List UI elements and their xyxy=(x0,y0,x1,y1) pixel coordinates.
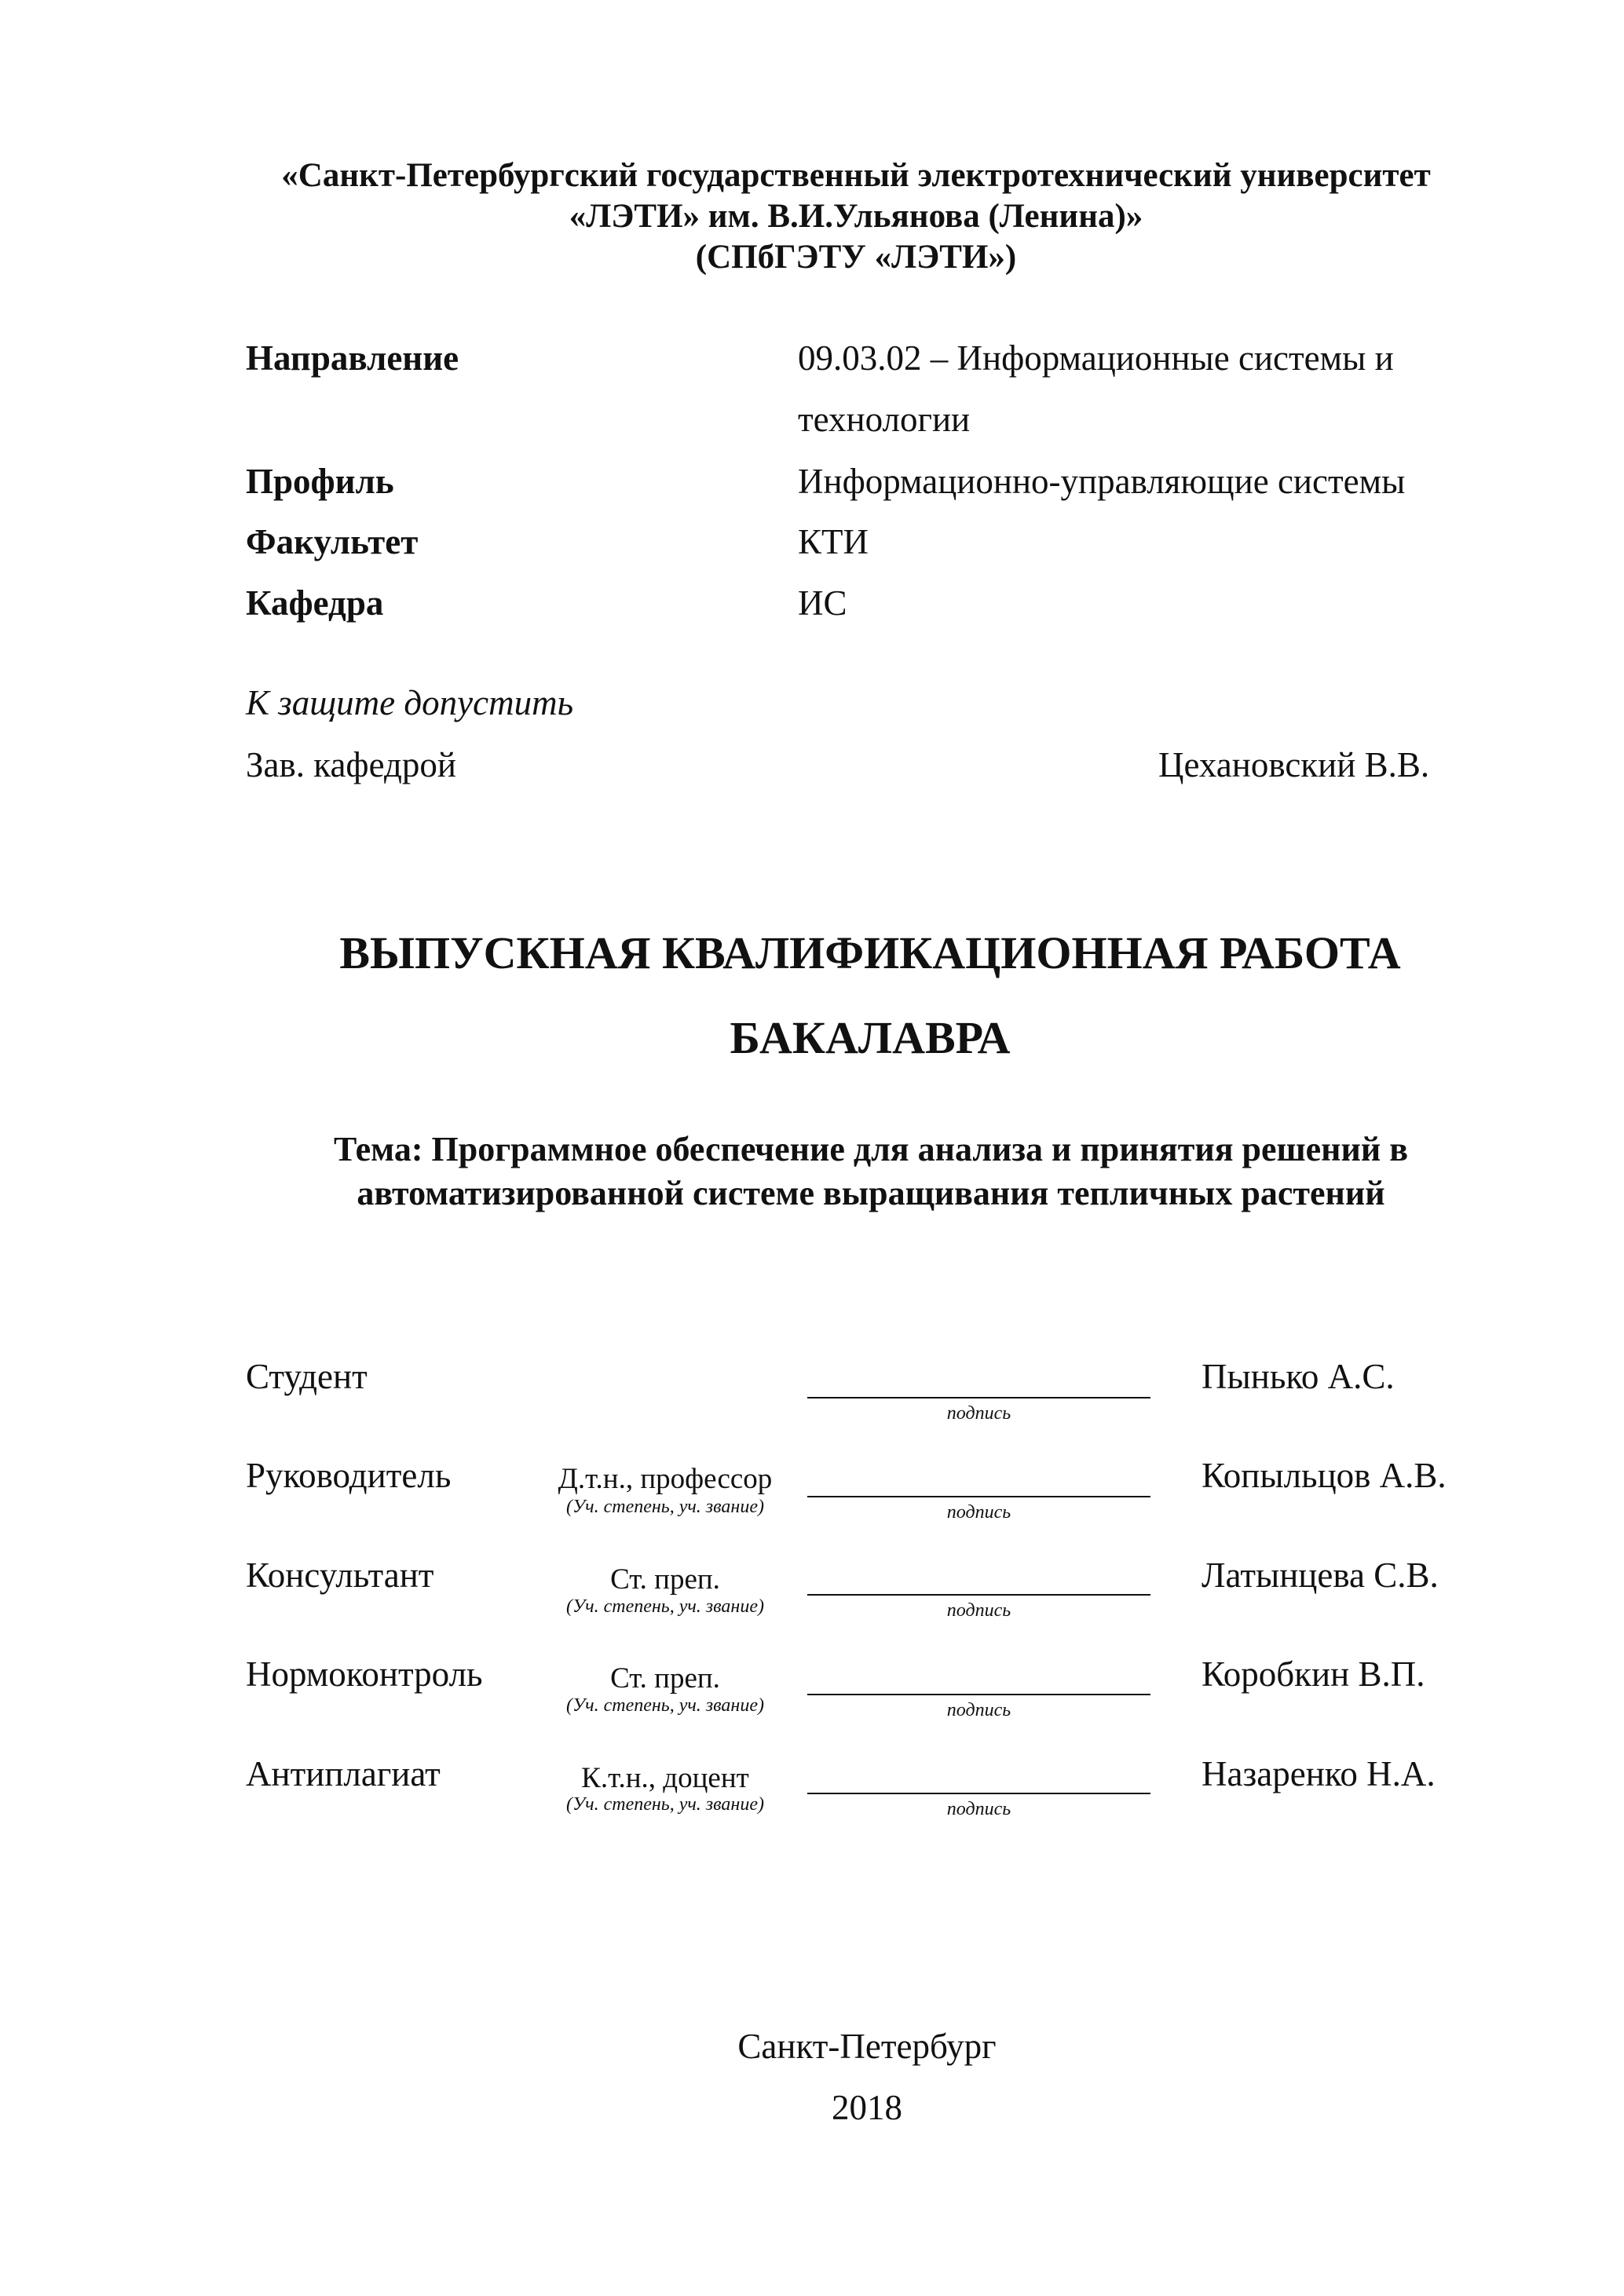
head-of-department-name: Цехановский В.В. xyxy=(1158,745,1430,784)
signature-role-antiplagiarism: Антиплагиат xyxy=(246,1754,441,1793)
profile-value: Информационно-управляющие системы xyxy=(798,462,1406,501)
direction-label: Направление xyxy=(246,338,459,378)
thesis-theme xyxy=(0,1128,1624,1216)
head-of-department-label: Зав. кафедрой xyxy=(246,745,456,784)
signature-line xyxy=(807,1397,1150,1398)
university-abbreviation: (СПбГЭТУ «ЛЭТИ») xyxy=(695,239,1017,276)
footer-year-wrap xyxy=(0,2087,1624,2128)
document-title-line1: ВЫПУСКНАЯ КВАЛИФИКАЦИОННАЯ РАБОТА xyxy=(339,927,1401,978)
profile-label: Профиль xyxy=(246,462,394,501)
signature-name-supervisor: Копыльцов А.В. xyxy=(1202,1456,1447,1495)
signature-name-norm-control: Коробкин В.П. xyxy=(1202,1654,1425,1694)
signature-caption: подпись xyxy=(946,1700,1011,1720)
degree-caption: (Уч. степень, уч. звание) xyxy=(566,1497,764,1517)
direction-value-cont: технологии xyxy=(798,400,971,439)
document-title-cont xyxy=(0,1011,1624,1064)
document-title-line2: БАКАЛАВРА xyxy=(730,1012,1011,1063)
university-name-line1: «Санкт-Петербургский государственный электротехнический университет xyxy=(281,157,1431,194)
department-value: ИС xyxy=(798,583,847,623)
signature-caption: подпись xyxy=(946,1502,1011,1523)
signature-name-consultant: Латынцева С.В. xyxy=(1202,1556,1439,1595)
signature-line xyxy=(807,1594,1150,1596)
signature-role-consultant: Консультант xyxy=(246,1556,434,1595)
direction-value: 09.03.02 – Информационные системы и xyxy=(798,338,1394,378)
footer-city-wrap xyxy=(0,2026,1624,2067)
signature-role-norm-control: Нормоконтроль xyxy=(246,1654,483,1694)
faculty-label: Факультет xyxy=(246,522,419,561)
signature-role-student: Студент xyxy=(246,1357,368,1396)
document-title xyxy=(0,927,1624,979)
supervisor-degree: Д.т.н., профессор xyxy=(558,1463,773,1495)
degree-caption: (Уч. степень, уч. звание) xyxy=(566,1794,764,1815)
university-name-line2: «ЛЭТИ» им. В.И.Ульянова (Ленина)» xyxy=(569,198,1143,235)
signature-name-antiplagiarism: Назаренко Н.А. xyxy=(1202,1754,1436,1793)
signature-caption: подпись xyxy=(946,1799,1011,1819)
norm-control-degree: Ст. преп. xyxy=(610,1662,720,1695)
signature-line xyxy=(807,1793,1150,1794)
signature-caption: подпись xyxy=(946,1600,1011,1621)
degree-caption: (Уч. степень, уч. звание) xyxy=(566,1596,764,1617)
thesis-theme-line2: автоматизированной системе выращивания тепличных растений xyxy=(357,1174,1385,1212)
department-label: Кафедра xyxy=(246,583,384,623)
signature-name-student: Пынько А.С. xyxy=(1202,1357,1395,1396)
faculty-value: КТИ xyxy=(798,522,869,561)
antiplagiarism-degree: К.т.н., доцент xyxy=(581,1762,749,1794)
admission-caption: К защите допустить xyxy=(246,683,574,722)
signature-line xyxy=(807,1496,1150,1497)
degree-caption: (Уч. степень, уч. звание) xyxy=(566,1695,764,1716)
signature-caption: подпись xyxy=(946,1403,1011,1424)
consultant-degree: Ст. преп. xyxy=(610,1563,720,1596)
footer-year: 2018 xyxy=(832,2088,902,2127)
signature-line xyxy=(807,1694,1150,1695)
signature-role-supervisor: Руководитель xyxy=(246,1456,452,1495)
university-header xyxy=(0,155,1624,278)
footer-city: Санкт-Петербург xyxy=(737,2027,997,2066)
thesis-theme-line1: Тема: Программное обеспечение для анализа и принятия решений в xyxy=(333,1130,1409,1168)
